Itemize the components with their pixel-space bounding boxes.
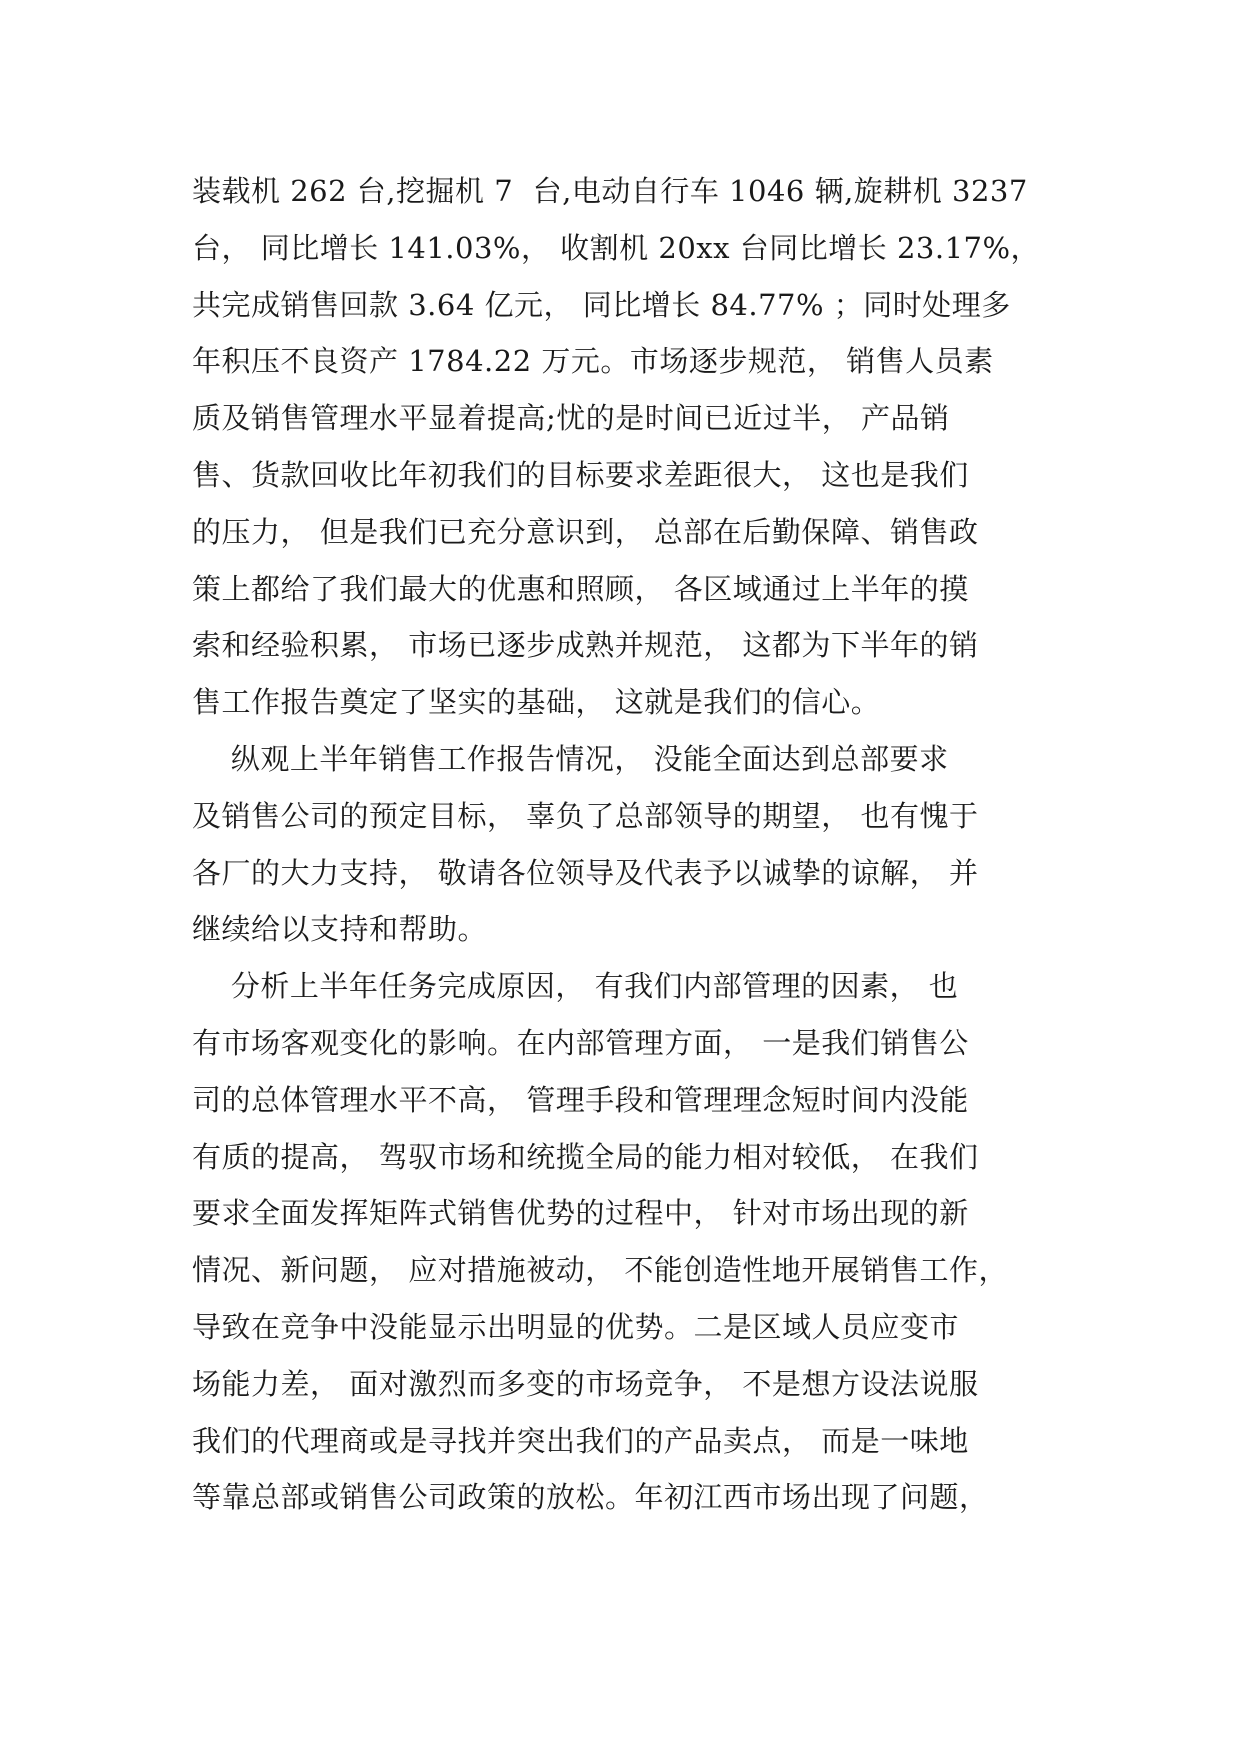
text-line: 台， 同比增长 141.03%， 收割机 20xx 台同比增长 23.17%， <box>192 230 1041 265</box>
text-line: 售、货款回收比年初我们的目标要求差距很大， 这也是我们 <box>192 457 969 492</box>
text-line: 情况、新问题， 应对措施被动， 不能创造性地开展销售工作， <box>192 1253 1008 1288</box>
text-line: 场能力差， 面对激烈而多变的市场竞争， 不是想方设法说服 <box>192 1366 979 1401</box>
text-line: 的压力， 但是我们已充分意识到， 总部在后勤保障、销售政 <box>192 514 979 549</box>
text-line: 策上都给了我们最大的优惠和照顾， 各区域通过上半年的摸 <box>192 571 969 606</box>
text-line: 继续给以支持和帮助。 <box>192 912 488 947</box>
text-line: 装载机 262 台,挖掘机 7 台,电动自行车 1046 辆,旋耕机 3237 <box>192 174 1028 208</box>
text-line: 有质的提高， 驾驭市场和统揽全局的能力相对较低， 在我们 <box>192 1139 979 1174</box>
text-line: 质及销售管理水平显着提高;忧的是时间已近过半， 产品销 <box>192 401 950 436</box>
body-text <box>192 163 1072 1526</box>
text-line: 等靠总部或销售公司政策的放松。年初江西市场出现了问题， <box>192 1480 989 1515</box>
text-line: 司的总体管理水平不高， 管理手段和管理理念短时间内没能 <box>192 1082 969 1117</box>
text-line: 要求全面发挥矩阵式销售优势的过程中， 针对市场出现的新 <box>192 1196 969 1231</box>
text-line: 索和经验积累， 市场已逐步成熟并规范， 这都为下半年的销 <box>192 628 979 663</box>
text-line: 导致在竞争中没能显示出明显的优势。二是区域人员应变市 <box>192 1309 960 1344</box>
text-line: 我们的代理商或是寻找并突出我们的产品卖点， 而是一味地 <box>192 1423 969 1458</box>
text-line: 纵观上半年销售工作报告情况， 没能全面达到总部要求 <box>192 741 949 776</box>
text-line: 及销售公司的预定目标， 辜负了总部领导的期望， 也有愧于 <box>192 798 979 833</box>
text-line: 各厂的大力支持， 敬请各位领导及代表予以诚挚的谅解， 并 <box>192 855 979 890</box>
text-line: 共完成销售回款 3.64 亿元， 同比增长 84.77% ；同时处理多 <box>192 287 1011 322</box>
text-line: 分析上半年任务完成原因， 有我们内部管理的因素， 也 <box>192 969 959 1004</box>
text-line: 年积压不良资产 1784.22 万元。市场逐步规范， 销售人员素 <box>192 344 994 379</box>
text-line: 有市场客观变化的影响。在内部管理方面， 一是我们销售公 <box>192 1025 969 1060</box>
text-line: 售工作报告奠定了坚实的基础， 这就是我们的信心。 <box>192 685 881 720</box>
